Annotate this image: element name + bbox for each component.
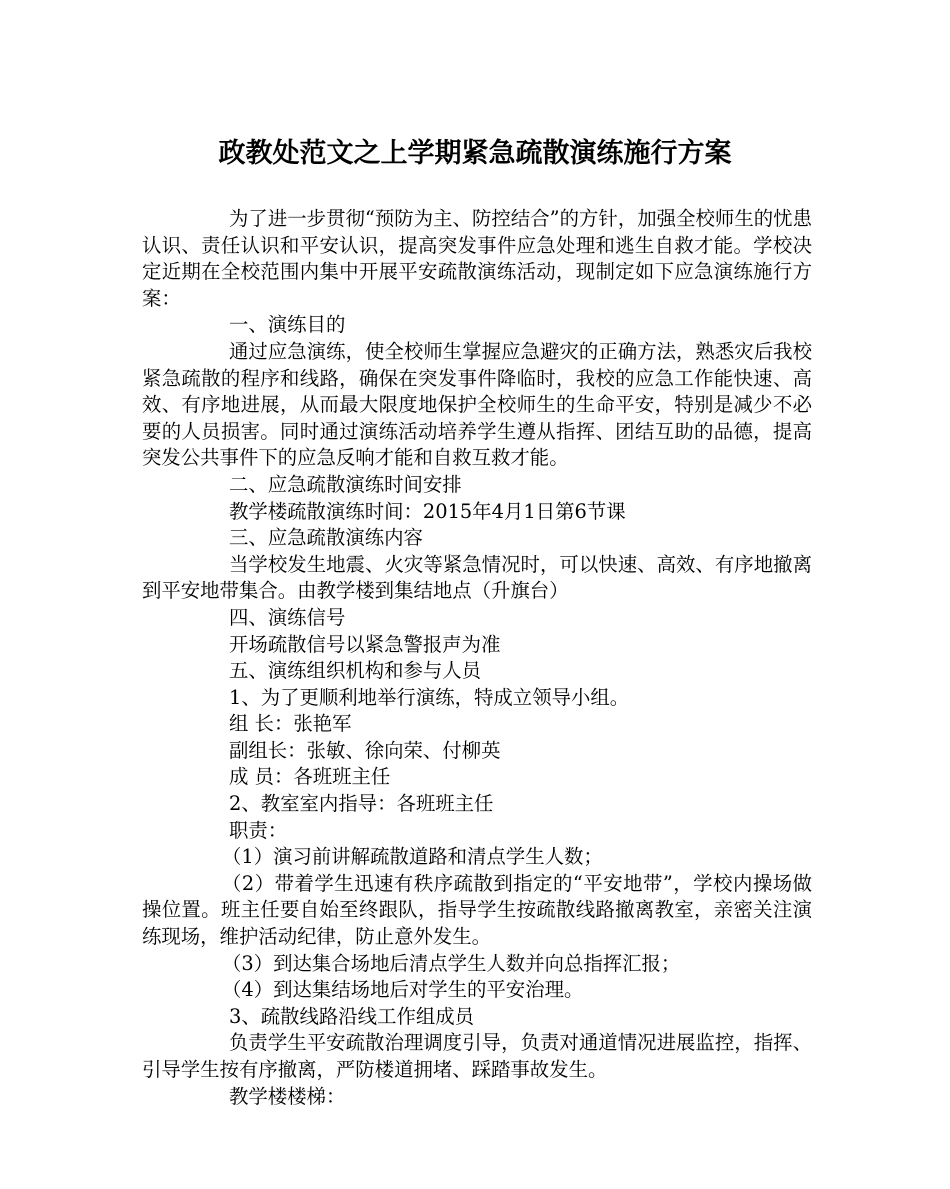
organization-item-1: 1、为了更顺利地举行演练，特成立领导小组。 [229, 685, 630, 709]
duty-item-1: （1）演习前讲解疏散道路和清点学生人数； [222, 845, 603, 869]
duties-label: 职责： [229, 818, 288, 842]
section-heading-purpose: 一、演练目的 [229, 313, 346, 337]
schedule-paragraph: 教学楼疏散演练时间：2015年4月1日第6节课 [229, 499, 626, 523]
members-line: 成 员：各班班主任 [229, 765, 391, 789]
deputy-leader-line: 副组长：张敏、徐向荣、付柳英 [229, 738, 501, 762]
leader-line: 组 长：张艳军 [229, 712, 352, 736]
purpose-paragraph: 通过应急演练，使全校师生掌握应急避灾的正确方法，熟悉灾后我校紧急疏散的程序和线路，确保在突发事件降临时，我校的应急工作能快速、高效、有序地进展，从而最大限度地保护全校师生的生命平安，特别是减少不必要的人员损害。同时通过演练活动培养学生遵从指挥、团结互助的品德，提高突发公共事件下的应急反响才能和自救互救才能。 [142, 339, 812, 470]
section-heading-signal: 四、演练信号 [229, 605, 346, 629]
section-heading-organization: 五、演练组织机构和参与人员 [229, 659, 482, 683]
intro-paragraph: 为了进一步贯彻“预防为主、防控结合”的方针，加强全校师生的忧患认识、责任认识和平安认识，提高突发事件应急处理和逃生自救才能。学校决定近期在全校范围内集中开展平安疏散演练活动，现制定如下应急演练施行方案： [142, 207, 812, 310]
section-heading-content: 三、应急疏散演练内容 [229, 526, 423, 550]
document-title: 政教处范文之上学期紧急疏散演练施行方案 [218, 138, 732, 169]
content-paragraph: 当学校发生地震、火灾等紧急情况时，可以快速、高效、有序地撤离到平安地带集合。由教学楼到集结地点（升旗台） [142, 552, 812, 603]
document-body [142, 206, 812, 1110]
stairs-label: 教学楼楼梯： [229, 1084, 346, 1108]
organization-item-2: 2、教室室内指导：各班班主任 [229, 792, 494, 816]
section-heading-schedule: 二、应急疏散演练时间安排 [229, 472, 462, 496]
duty-item-2: （2）带着学生迅速有秩序疏散到指定的“平安地带”，学校内操场做操位置。班主任要自始至终跟队，指导学生按疏散线路撤离教室，亲密关注演练现场，维护活动纪律，防止意外发生。 [142, 871, 812, 949]
duty-item-3: （3）到达集合场地后清点学生人数并向总指挥汇报； [222, 951, 681, 975]
organization-item-3: 3、疏散线路沿线工作组成员 [229, 1004, 475, 1028]
route-staff-paragraph: 负责学生平安疏散治理调度引导，负责对通道情况进展监控，指挥、引导学生按有序撤离，严防楼道拥堵、踩踏事故发生。 [142, 1031, 812, 1081]
signal-paragraph: 开场疏散信号以紧急警报声为准 [229, 632, 501, 656]
duty-item-4: （4）到达集结场地后对学生的平安治理。 [222, 978, 584, 1002]
